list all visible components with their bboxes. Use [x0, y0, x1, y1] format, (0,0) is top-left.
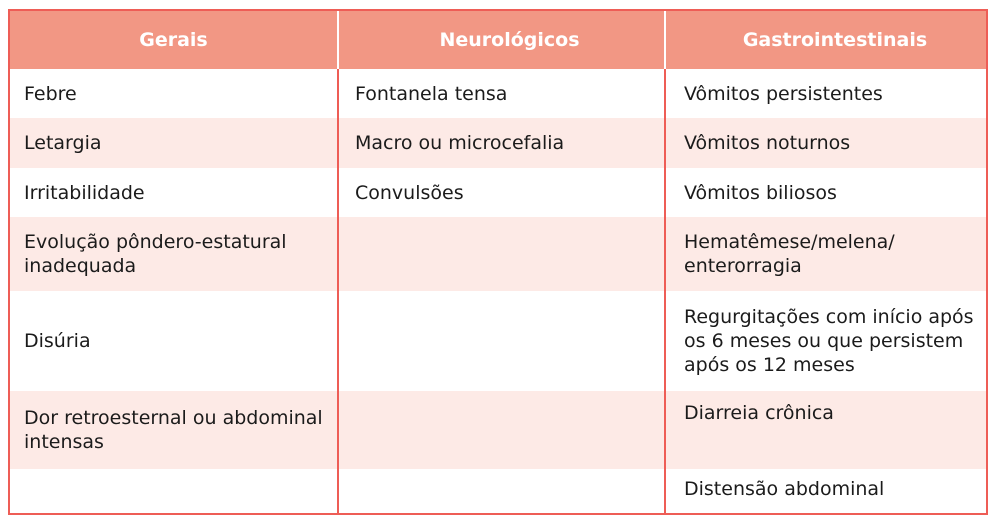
header-gerais: Gerais [10, 11, 339, 69]
table-cell [10, 469, 339, 513]
table-cell: Vômitos persistentes [666, 69, 986, 118]
table-cell: Fontanela tensa [339, 69, 666, 118]
table-cell: Convulsões [339, 168, 666, 217]
table-cell: Distensão abdominal [666, 469, 986, 513]
table-cell: Vômitos noturnos [666, 118, 986, 168]
table-cell: Disúria [10, 291, 339, 391]
symptom-table [8, 9, 988, 515]
table-cell: Macro ou microcefalia [339, 118, 666, 168]
table-cell: Febre [10, 69, 339, 118]
table-cell [339, 469, 666, 513]
table-cell [339, 391, 666, 469]
table-cell: Vômitos biliosos [666, 168, 986, 217]
header-neurologicos: Neurológicos [339, 11, 666, 69]
table-cell: Evolução pôndero-estatural inadequada [10, 217, 339, 291]
table-cell: Dor retroesternal ou abdominal intensas [10, 391, 339, 469]
table-cell: Letargia [10, 118, 339, 168]
table-cell: Hematêmese/melena/ enterorragia [666, 217, 986, 291]
table-cell: Diarreia crônica [666, 391, 986, 469]
header-gastrointestinais: Gastrointestinais [666, 11, 986, 69]
table-cell [339, 217, 666, 291]
table-cell: Regurgitações com início após os 6 meses ou que persistem após os 12 meses [666, 291, 986, 391]
table-cell: Irritabilidade [10, 168, 339, 217]
table-cell [339, 291, 666, 391]
